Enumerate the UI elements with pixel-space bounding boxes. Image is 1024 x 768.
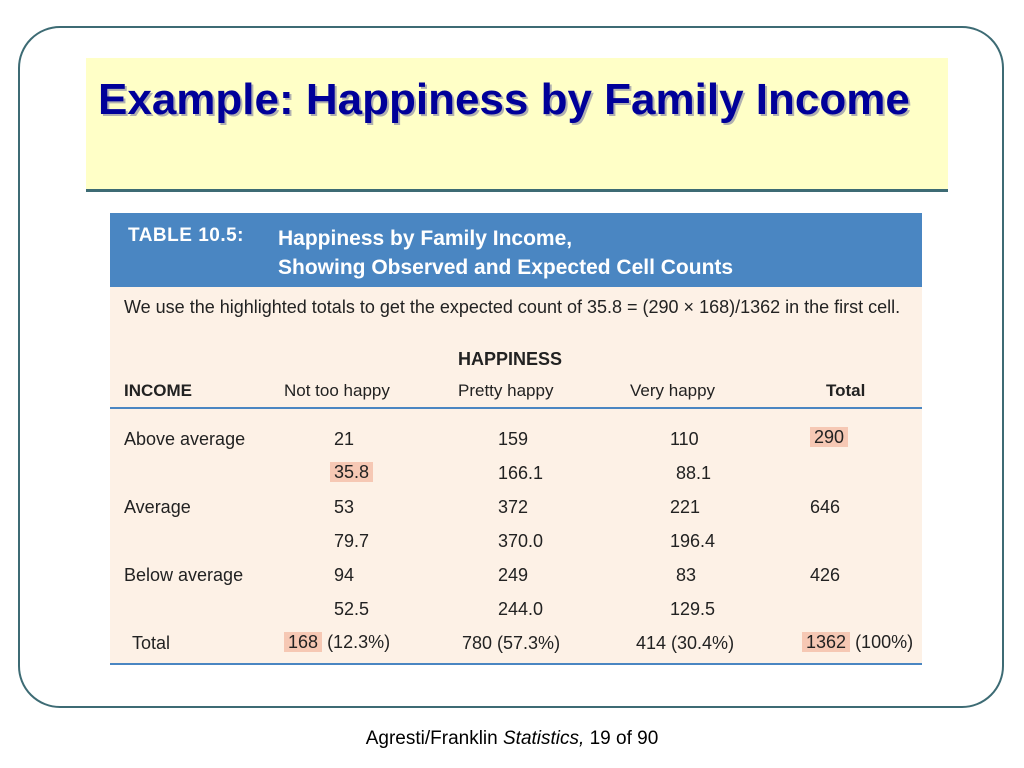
title-box — [86, 58, 948, 192]
table-cell: 372 — [498, 497, 529, 517]
table-label: TABLE 10.5: — [128, 225, 245, 246]
table-cell: 52.5 — [334, 599, 370, 619]
footer-authors: Agresti/Franklin — [365, 728, 498, 749]
slide-title: Example: Happiness by Family Income — [98, 75, 910, 124]
table-cell: 646 — [810, 497, 841, 517]
table-header-bar — [110, 213, 922, 287]
table-cell: 79.7 — [334, 531, 370, 551]
table-cell: 426 — [810, 565, 841, 585]
total-percent: (100%) — [855, 632, 914, 652]
table-cell: 88.1 — [676, 463, 712, 483]
table-cell: 129.5 — [670, 599, 716, 619]
table-cell: 166.1 — [498, 463, 544, 483]
table-caption — [278, 224, 898, 282]
row-header: INCOME — [124, 381, 192, 400]
table-cell: 94 — [334, 565, 355, 585]
total-cell-very-happy: 414 (30.4%) — [636, 633, 735, 653]
footer-page-number: 19 of 90 — [589, 728, 659, 749]
footer-book-title: Statistics, — [503, 728, 585, 749]
column-header-pretty-happy: Pretty happy — [458, 381, 554, 400]
highlighted-total-cell: 290 — [810, 427, 848, 447]
total-percent: (12.3%) — [327, 632, 391, 652]
table-cell: 370.0 — [498, 531, 544, 551]
total-row-label: Total — [132, 633, 171, 653]
table-cell: 244.0 — [498, 599, 544, 619]
column-header-not-too-happy: Not too happy — [284, 381, 390, 400]
table-caption-line2: Showing Observed and Expected Cell Counts — [278, 256, 734, 279]
table-caption-line1: Happiness by Family Income, — [278, 227, 573, 250]
total-cell-grand-total — [806, 632, 913, 653]
column-group-header: HAPPINESS — [458, 349, 563, 369]
row-label: Below average — [124, 565, 244, 585]
table-note: We use the highlighted totals to get the expected count of 35.8 = (290 × 168)/1362 in the first cell. — [124, 297, 901, 317]
column-header-very-happy: Very happy — [630, 381, 716, 400]
header-rule — [110, 407, 922, 409]
highlighted-total-cell: 168 — [284, 632, 322, 652]
table-cell: 21 — [334, 429, 355, 449]
highlighted-expected-cell: 35.8 — [330, 462, 373, 482]
table-cell: 249 — [498, 565, 529, 585]
row-label: Average — [124, 497, 191, 517]
total-cell-not-too-happy — [288, 632, 390, 653]
row-label: Above average — [124, 429, 246, 449]
highlighted-total-cell: 1362 — [802, 632, 850, 652]
highlighted-cell-wrap — [334, 462, 373, 483]
table-cell: 221 — [670, 497, 701, 517]
table-cell: 53 — [334, 497, 355, 517]
table-cell: 159 — [498, 429, 529, 449]
column-header-total: Total — [826, 381, 866, 400]
table-figure — [110, 213, 922, 665]
table-cell: 110 — [670, 429, 699, 449]
table-cell: 83 — [676, 565, 697, 585]
table-cell: 196.4 — [670, 531, 716, 551]
slide-footer — [0, 728, 1024, 750]
total-cell-pretty-happy: 780 (57.3%) — [462, 633, 561, 653]
highlighted-cell-wrap — [814, 427, 848, 448]
